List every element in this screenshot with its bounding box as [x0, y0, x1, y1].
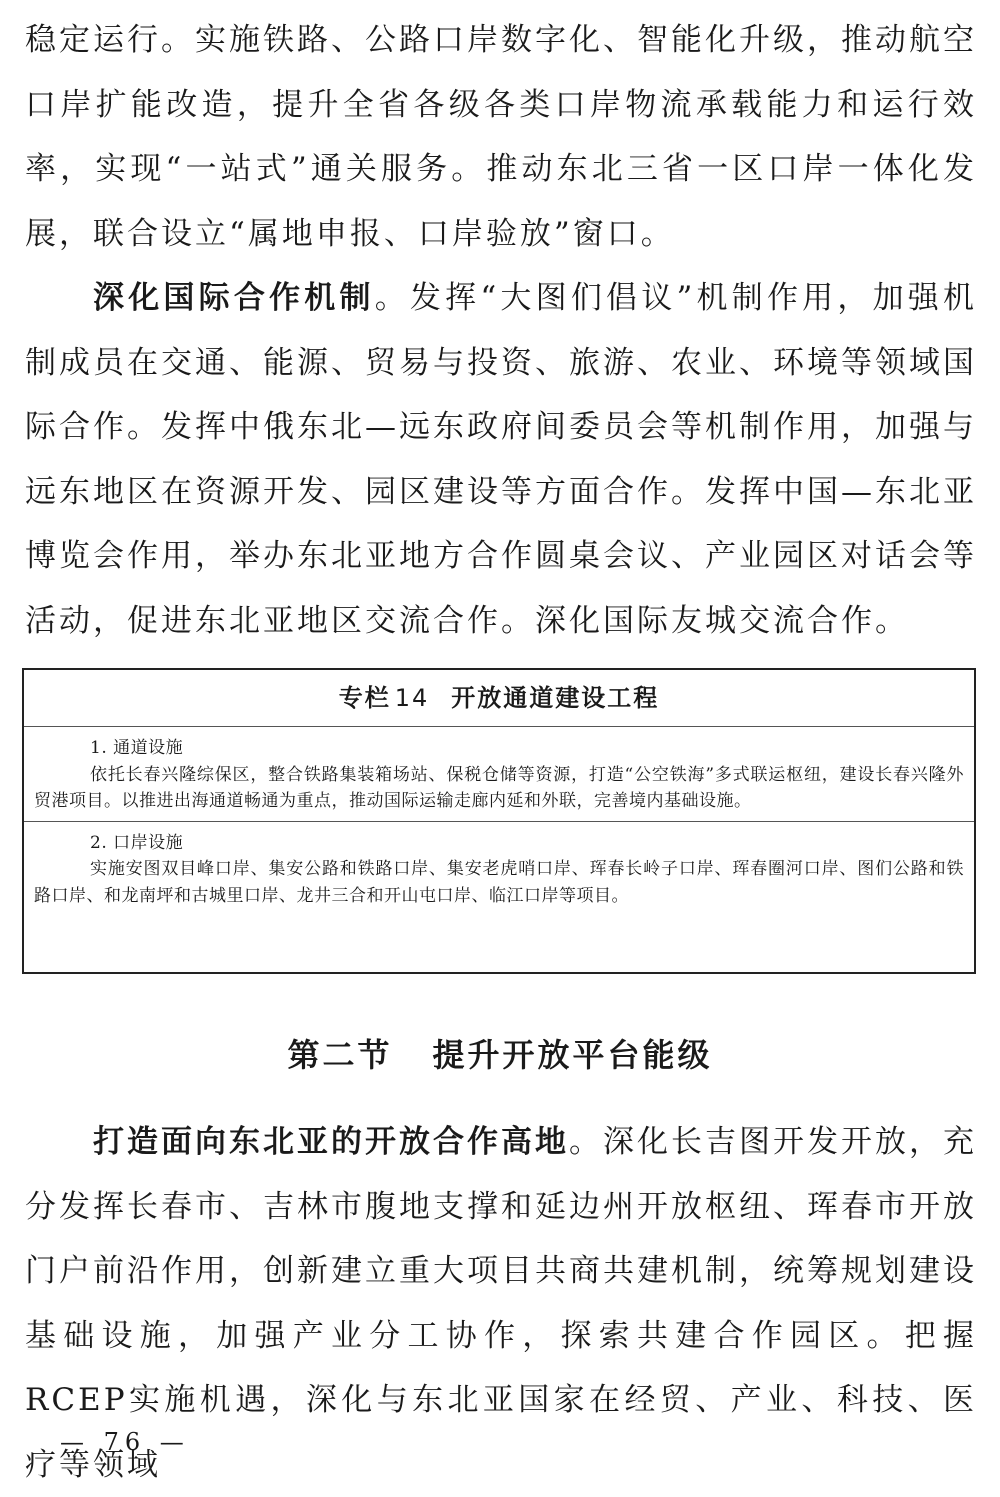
section-number: 第二节 [287, 1036, 393, 1074]
section-title: 提升开放平台能级 [432, 1036, 713, 1074]
paragraph-body: 。发挥“大图们倡议”机制作用，加强机制成员在交通、能源、贸易与投资、旅游、农业、环境等领域国际合作。发挥中俄东北—远东政府间委员会等机制作用，加强与远东地区在资源开发、园区建设等方面合作。发挥中国—东北亚博览会作用，举办东北亚地方合作圆桌会议、产业园区对话会等活动，促进东北亚地区交流合作。深化国际友城交流合作。 [25, 280, 977, 639]
column-title-text: 开放通道建设工程 [451, 684, 660, 712]
column-section-subtitle: 1. 通道设施 [90, 738, 184, 758]
section-heading [0, 1030, 1000, 1076]
paragraph-ports: 稳定运行。实施铁路、公路口岸数字化、智能化升级，推动航空口岸扩能改造，提升全省各级各类口岸物流承载能力和运行效率，实现“一站式”通关服务。推动东北三省一区口岸一体化发展，联合设立“属地申报、口岸验放”窗口。 [25, 22, 977, 252]
paragraph-lead-bold: 深化国际合作机制 [93, 280, 375, 316]
column-box [22, 668, 976, 974]
column-section-body: 实施安图双目峰口岸、集安公路和铁路口岸、集安老虎哨口岸、珲春长岭子口岸、珲春圈河口岸、图们公路和铁路口岸、和龙南坪和古城里口岸、龙井三合和开山屯口岸、临江口岸等项目。 [34, 859, 964, 906]
paragraph-body: 。深化长吉图开发开放，充分发挥长春市、吉林市腹地支撑和延边州开放枢纽、珲春市开放门户前沿作用，创新建立重大项目共商共建机制，统筹规划建设基础设施，加强产业分工协作，探索共建合作园区。把握RCEP实施机遇，深化与东北亚国家在经贸、产业、科技、医疗等领域 [25, 1124, 977, 1483]
column-prefix: 专栏 [338, 684, 391, 712]
column-number: 14 [394, 684, 430, 712]
column-section-subtitle: 2. 口岸设施 [90, 832, 184, 853]
paragraph-lead-bold: 打造面向东北亚的开放合作高地 [93, 1124, 569, 1160]
column-section-body: 依托长春兴隆综保区，整合铁路集装箱场站、保税仓储等资源，打造“公空铁海”多式联运枢纽，建设长春兴隆外贸港项目。以推进出海通道畅通为重点，推动国际运输走廊内延和外联，完善境内基础设施。 [34, 764, 964, 811]
paragraph-international-cooperation [25, 266, 977, 653]
page-number: — 76 — [60, 1428, 190, 1456]
column-section-ports [24, 821, 974, 916]
document-page [25, 0, 977, 653]
column-section-channels [24, 727, 974, 821]
column-box-title [24, 670, 974, 727]
